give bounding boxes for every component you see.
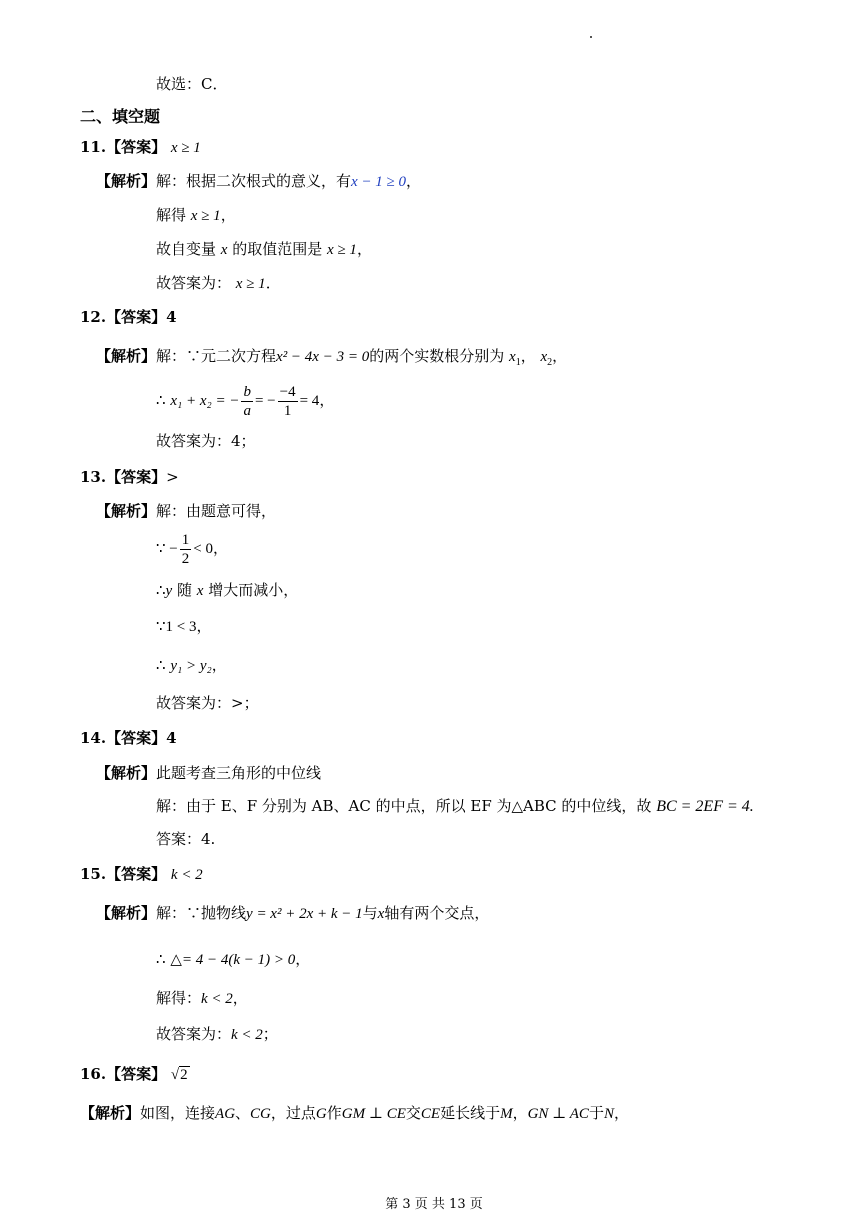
q13-line-6: 故答案为：>； <box>156 694 259 712</box>
q14-answer-label: 【答案】 <box>106 729 167 747</box>
q16-math: AG <box>215 1106 236 1122</box>
q11-line-3 <box>156 239 372 260</box>
q15-math: x <box>377 906 385 922</box>
q11-answer: x ≥ 1 <box>170 140 201 156</box>
q15-text: ∴ <box>156 950 166 968</box>
q12-math: = − <box>254 393 276 409</box>
q15-line-4 <box>156 1024 278 1045</box>
q12-text: 的两个实数根分别为 <box>369 347 505 365</box>
q14-math: BC = 2EF = 4. <box>656 798 754 815</box>
q11-analysis-line <box>96 171 421 192</box>
q15-text: 轴有两个交点， <box>384 904 490 922</box>
q16-answer-label: 【答案】 <box>106 1065 167 1083</box>
fraction-b-over-a <box>241 383 253 420</box>
q14-line-2 <box>156 796 754 817</box>
q11-math: x ≥ 1 <box>190 208 221 224</box>
q11-math: x − 1 ≥ 0 <box>351 174 407 190</box>
q13-text: ∴ <box>156 581 166 599</box>
q11-text: ， <box>356 240 372 258</box>
q12-answer-label: 【答案】 <box>106 308 167 326</box>
q13-math: y <box>165 583 173 599</box>
q12-math: x² − 4x − 3 = 0 <box>276 349 370 365</box>
q13-math: ∵ − <box>156 541 178 557</box>
q15-text: 解得： <box>156 989 202 1007</box>
q13-math: 1 <box>181 531 190 548</box>
q16-text: 如图，连接 <box>140 1104 216 1122</box>
q12-answer-line <box>80 307 177 327</box>
q16-text: ，过点 <box>270 1104 316 1122</box>
q15-analysis-line <box>96 903 489 924</box>
q13-number: 13. <box>80 468 107 486</box>
q15-text: 解：∵抛物线 <box>156 904 247 922</box>
q16-analysis-line <box>80 1103 629 1124</box>
q12-answer: 4 <box>166 308 177 326</box>
q16-text: ， <box>512 1104 528 1122</box>
q13-text: ∴ <box>156 656 166 674</box>
q11-text: ， <box>406 172 422 190</box>
q13-text: 增大而减小， <box>208 581 299 599</box>
q15-line-2 <box>156 949 310 970</box>
q13-text: 解：由题意可得， <box>156 502 277 520</box>
q14-line-3: 答案：4. <box>156 830 216 848</box>
q14-text: 此题考查三角形的中位线 <box>156 764 322 782</box>
q13-text: ， <box>196 617 212 635</box>
q14-text: 解：由于 E、F 分别为 AB、AC 的中点，所以 EF 为△ABC 的中位线，故 <box>156 797 652 815</box>
q12-line-3: 故答案为：4； <box>156 432 256 450</box>
q15-math: △= 4 − 4(k − 1) > 0 <box>170 952 296 968</box>
q11-math: x <box>220 242 228 258</box>
q11-line-2 <box>156 205 236 226</box>
q12-math: = 4 <box>299 393 320 409</box>
q12-math: −4 <box>279 383 296 400</box>
q16-math: GN ⊥ AC <box>527 1106 589 1122</box>
q15-number: 15. <box>80 865 107 883</box>
section-title: 二、填空题 <box>80 107 161 126</box>
q11-text: ． <box>265 274 281 292</box>
q16-number: 16. <box>80 1065 107 1083</box>
q12-math: 2 <box>547 357 553 368</box>
q15-answer: k < 2 <box>170 867 203 883</box>
q13-text: ∵ <box>156 617 166 635</box>
q13-answer-line <box>80 467 179 487</box>
q16-text: 交 <box>405 1104 421 1122</box>
q16-text: 作 <box>326 1104 342 1122</box>
q13-text: ， <box>211 656 227 674</box>
sqrt-symbol: √2 <box>170 1067 188 1083</box>
page-footer: 第 3 页 共 13 页 <box>385 1197 483 1212</box>
q16-text: 延长线于 <box>440 1104 501 1122</box>
q11-math: x ≥ 1 <box>235 276 266 292</box>
q16-text: 于 <box>588 1104 604 1122</box>
q16-text: ， <box>613 1104 629 1122</box>
q11-text: 故答案为： <box>156 274 232 292</box>
q14-answer: 4 <box>166 729 177 747</box>
q15-answer-line <box>80 864 203 885</box>
q12-math: 1 <box>283 402 292 419</box>
q15-math: k < 2 <box>231 1027 263 1043</box>
q11-text: 的取值范围是 <box>232 240 323 258</box>
q12-math: a <box>243 402 251 419</box>
q16-math: GM ⊥ CE <box>341 1106 406 1122</box>
q12-math: b <box>243 383 251 400</box>
q13-analysis-label: 【解析】 <box>96 502 157 520</box>
q13-line-5 <box>156 655 227 676</box>
q16-answer: 2 <box>180 1067 188 1083</box>
q14-analysis-label: 【解析】 <box>96 764 157 782</box>
q13-text: ， <box>212 539 228 557</box>
q12-math: 1 <box>515 357 521 368</box>
fraction-1-over-2 <box>180 531 192 568</box>
q16-analysis-label: 【解析】 <box>80 1104 141 1122</box>
q11-number: 11. <box>80 138 107 156</box>
q12-text: ， <box>319 391 335 409</box>
q15-math: k < 2 <box>201 991 233 1007</box>
q15-text: 与 <box>362 904 378 922</box>
q12-number: 12. <box>80 308 107 326</box>
q12-text: ∴ <box>156 391 166 409</box>
q16-text: 、 <box>235 1104 251 1122</box>
q16-math: M <box>500 1106 513 1122</box>
q13-analysis-line <box>96 501 276 521</box>
choice-line: 故选：C． <box>156 75 228 93</box>
q15-answer-label: 【答案】 <box>106 865 167 883</box>
fraction-neg4-over-1 <box>278 383 298 420</box>
q11-line-4 <box>156 273 281 294</box>
q13-line-3 <box>156 580 298 601</box>
q14-number: 14. <box>80 729 107 747</box>
q13-math: < 0 <box>193 541 213 557</box>
q12-line-2 <box>156 380 334 421</box>
q12-analysis-line <box>96 346 567 367</box>
q11-text: 解：根据二次根式的意义，有 <box>156 172 352 190</box>
q11-math: x ≥ 1 <box>327 242 357 258</box>
q15-line-3 <box>156 988 248 1009</box>
q16-math: G <box>315 1106 327 1122</box>
q15-text: 故答案为： <box>156 1025 232 1043</box>
q13-line-4 <box>156 616 212 637</box>
q14-answer-line <box>80 728 177 748</box>
q11-text: 解得 <box>156 206 187 224</box>
q11-text: 故自变量 <box>156 240 217 258</box>
q13-line-2 <box>156 528 228 569</box>
q12-math: x <box>509 349 516 365</box>
q15-text: ， <box>295 950 311 968</box>
q16-answer-line <box>80 1064 190 1085</box>
q11-text: ， <box>220 206 236 224</box>
q12-math: x₁ + x₂ = − <box>170 393 240 409</box>
q11-answer-line <box>80 137 201 158</box>
q15-analysis-label: 【解析】 <box>96 904 157 922</box>
q11-answer-label: 【答案】 <box>106 138 167 156</box>
q15-text: ； <box>262 1025 278 1043</box>
q12-text: 解：∵元二次方程 <box>156 347 277 365</box>
q16-math: CE <box>420 1106 441 1122</box>
q13-text: 随 <box>177 581 193 599</box>
q12-analysis-label: 【解析】 <box>96 347 157 365</box>
q13-math: x <box>196 583 204 599</box>
q14-analysis-line <box>96 763 321 783</box>
q13-math: 1 < 3 <box>165 619 197 635</box>
q11-analysis-label: 【解析】 <box>96 172 157 190</box>
q13-math: 2 <box>181 550 190 567</box>
q12-math: x <box>540 349 548 365</box>
q15-text: ， <box>232 989 248 1007</box>
q15-math: y = x² + 2x + k − 1 <box>246 906 363 922</box>
q13-answer-label: 【答案】 <box>106 468 167 486</box>
q16-math: CG <box>250 1106 271 1122</box>
q13-answer: > <box>166 468 179 486</box>
q16-math: N <box>603 1106 614 1122</box>
q13-math: y₁ > y₂ <box>170 658 212 674</box>
scan-mark <box>590 36 592 38</box>
q12-text: ， <box>552 347 568 365</box>
q12-text: ， <box>520 347 536 365</box>
